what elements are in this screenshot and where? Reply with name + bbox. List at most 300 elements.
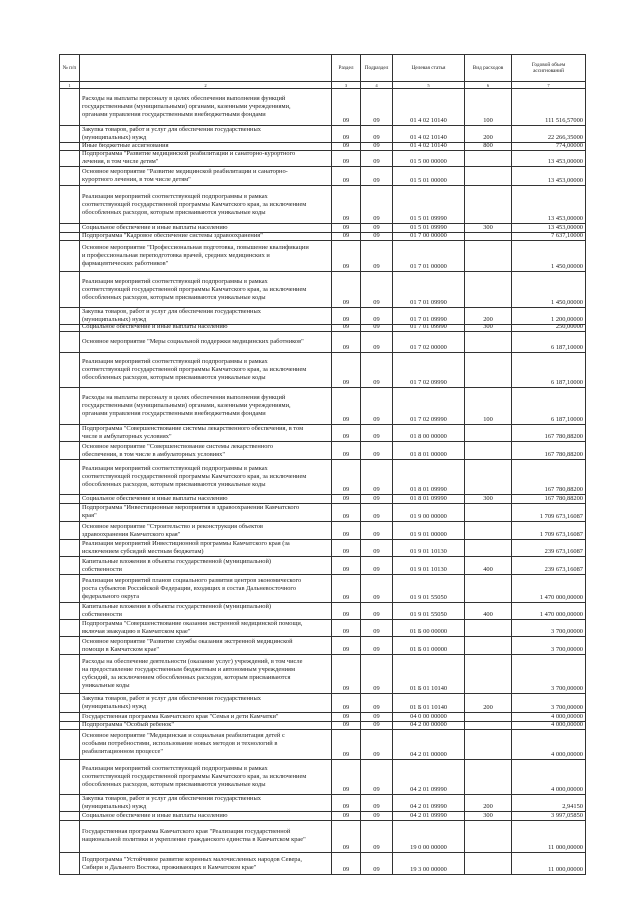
cell-subsection <box>361 240 393 272</box>
cell-subsection-text: 09 <box>373 416 380 423</box>
cell-amount <box>512 540 586 557</box>
cell-name-text: Реализация мероприятий соответствующей подпрограммы в рамках соответствующей государственной программы Камчатского края, за исключением обособленных расходов, которым присваиваются уникальные коды <box>82 465 307 488</box>
cell-section-text: 09 <box>342 299 350 306</box>
cell-section <box>332 460 361 495</box>
cell-number <box>60 820 80 853</box>
cell-number <box>60 795 80 812</box>
cell-name-text: Социальное обеспечение и иные выплаты населению <box>82 323 228 330</box>
cell-amount-text: 11 000,00000 <box>548 844 583 851</box>
cell-name <box>80 126 332 143</box>
cell-target-article-text: 01 9 01 55050 <box>410 594 447 601</box>
cell-section-text: 09 <box>342 646 350 653</box>
cell-section <box>332 820 361 853</box>
cell-name <box>80 557 332 575</box>
cell-target-article-text: 01 8 00 00000 <box>410 433 447 440</box>
cell-subsection-text: 09 <box>373 844 380 851</box>
cell-target-article-text: 01 7 01 09990 <box>410 316 447 323</box>
cell-subsection <box>361 166 393 186</box>
cell-amount-text: 13 453,00000 <box>547 224 583 231</box>
cell-name-text: Основное мероприятие "Медицинская и социальная реабилитация детей с особыми потребностями, использование новых методов и технологий в реабилитационном процессе" <box>82 732 285 755</box>
cell-name <box>80 460 332 495</box>
cell-name <box>80 388 332 425</box>
cell-expense-type <box>465 442 512 460</box>
cell-section <box>332 760 361 795</box>
cell-subsection-text: 09 <box>373 803 380 810</box>
cell-name-text: Реализация мероприятий соответствующей подпрограммы в рамках соответствующей государственной программы Камчатского края, за исключением обособленных расходов, которым присваиваются уникальные коды <box>82 277 307 301</box>
cell-number <box>60 575 80 603</box>
cell-amount-text: 6 187,10000 <box>551 344 583 351</box>
header-target-article <box>393 55 465 82</box>
cell-section <box>332 166 361 186</box>
cell-subsection <box>361 388 393 425</box>
cell-number <box>60 460 80 495</box>
cell-target-article-text: 01 8 01 00000 <box>410 451 447 458</box>
cell-name-text: Основное мероприятие "Меры социальной поддержки медицинских работников" <box>82 337 304 345</box>
header-section-label: Раздел <box>338 64 354 71</box>
header-target-article-label: Целевая статья <box>411 64 446 71</box>
cell-name-text: Закупка товаров, работ и услуг для обеспечения государственных (муниципальных) нужд <box>82 795 261 810</box>
cell-section <box>332 186 361 224</box>
cell-section <box>332 557 361 575</box>
cell-section <box>332 729 361 760</box>
table-row <box>60 713 586 721</box>
cell-expense-type <box>465 150 512 167</box>
cell-name-text: Основное мероприятие "Строительство и реконструкция объектов здравоохранения Камчатского края" <box>82 522 264 538</box>
cell-amount <box>512 820 586 853</box>
cell-amount-text: 774,00000 <box>555 142 583 149</box>
cell-target-article <box>393 575 465 603</box>
cell-expense-type <box>465 637 512 655</box>
cell-target-article-text: 01 5 00 00000 <box>410 158 447 165</box>
cell-amount <box>512 353 586 388</box>
cell-section <box>332 353 361 388</box>
cell-amount <box>512 89 586 126</box>
table-row <box>60 820 586 853</box>
cell-subsection <box>361 620 393 637</box>
cell-name-text: Подпрограмма "Совершенствование оказания экстренной медицинской помощи, включая эвакуацию в Камчатском крае" <box>82 620 303 635</box>
cell-name <box>80 795 332 812</box>
cell-subsection-text: 09 <box>373 713 380 720</box>
cell-amount-text: 167 780,88200 <box>544 433 583 440</box>
cell-expense-type <box>465 240 512 272</box>
cell-subsection <box>361 353 393 388</box>
cell-number <box>60 637 80 655</box>
cell-name-text: Подпрограмма "Кадровое обеспечение системы здравоохранения" <box>82 232 263 239</box>
cell-number <box>60 331 80 353</box>
cell-name <box>80 442 332 460</box>
cell-subsection <box>361 820 393 853</box>
cell-section <box>332 620 361 637</box>
cell-subsection-text: 09 <box>373 548 380 555</box>
header-expense-type <box>465 55 512 82</box>
cell-subsection-text: 09 <box>373 704 380 711</box>
cell-name <box>80 655 332 694</box>
cell-section-text: 09 <box>342 844 350 851</box>
table-row <box>60 240 586 272</box>
cell-subsection-text: 09 <box>373 344 380 351</box>
cell-section-text: 09 <box>342 786 350 793</box>
table-body <box>60 89 586 875</box>
cell-expense-type <box>465 126 512 143</box>
table-row <box>60 603 586 620</box>
cell-expense-type <box>465 820 512 853</box>
cell-target-article <box>393 637 465 655</box>
cell-subsection <box>361 331 393 353</box>
header-subsection-label: Подраздел <box>364 64 389 71</box>
column-number <box>60 82 80 89</box>
cell-subsection-text: 09 <box>373 866 380 873</box>
cell-amount-text: 239 673,16087 <box>544 566 583 573</box>
cell-subsection-text: 09 <box>373 611 380 618</box>
cell-section <box>332 575 361 603</box>
cell-expense-type <box>465 694 512 713</box>
cell-amount-text: 11 000,00000 <box>548 866 583 873</box>
cell-name <box>80 331 332 353</box>
cell-expense-type <box>465 603 512 620</box>
cell-name-text: Капитальные вложения в объекты государственной (муниципальной) собственности <box>82 557 272 573</box>
cell-amount <box>512 603 586 620</box>
cell-subsection-text: 09 <box>373 232 380 239</box>
cell-expense-type-text: 300 <box>483 812 493 819</box>
cell-section <box>332 503 361 522</box>
cell-subsection <box>361 603 393 620</box>
table-header-row <box>60 55 586 82</box>
cell-name-text: Расходы на выплаты персоналу в целях обеспечения выполнения функций государственными (муниципальными) органами, казенными учреждениями, органами управления государственными внебюджетными фондами <box>82 394 291 417</box>
cell-subsection-text: 09 <box>373 263 380 270</box>
cell-number <box>60 388 80 425</box>
cell-expense-type-text: 100 <box>483 416 493 423</box>
cell-name-text: Основное мероприятие "Профессиональная подготовка, повышение квалификации и профессиональная переподготовка врачей, средних медицинских и фармацевтических работников" <box>82 243 309 267</box>
cell-section-text: 09 <box>342 721 350 728</box>
column-number <box>332 82 361 89</box>
cell-name-text: Закупка товаров, работ и услуг для обеспечения государственных (муниципальных) нужд <box>82 126 261 141</box>
table-row <box>60 760 586 795</box>
cell-target-article <box>393 353 465 388</box>
cell-section-text: 09 <box>342 316 350 323</box>
cell-target-article-text: 04 2 01 09990 <box>410 803 447 810</box>
cell-target-article-text: 01 9 01 00000 <box>410 531 447 538</box>
cell-target-article <box>393 89 465 126</box>
cell-subsection <box>361 522 393 540</box>
cell-name-text: Подпрограмма "Развитие медицинской реабилитации и санаторно-курортного лечения, в том числе детям" <box>82 150 296 165</box>
cell-expense-type <box>465 186 512 224</box>
cell-target-article-text: 19 3 00 00000 <box>410 866 447 873</box>
cell-amount <box>512 166 586 186</box>
header-amount <box>512 55 586 82</box>
header-number-label: № п/п <box>62 64 77 71</box>
cell-section-text: 09 <box>342 486 350 493</box>
cell-amount <box>512 620 586 637</box>
cell-amount-text: 1 470 000,00000 <box>539 611 583 618</box>
cell-expense-type <box>465 795 512 812</box>
cell-number <box>60 620 80 637</box>
cell-amount <box>512 729 586 760</box>
cell-amount-text: 1 709 673,16087 <box>539 531 583 538</box>
table-row <box>60 89 586 126</box>
table-row <box>60 224 586 232</box>
cell-amount-text: 22 266,35000 <box>547 134 583 141</box>
cell-target-article <box>393 272 465 308</box>
cell-name-text: Социальное обеспечение и иные выплаты населению <box>82 495 228 502</box>
cell-amount <box>512 388 586 425</box>
cell-target-article-text: 04 0 00 00000 <box>410 713 447 720</box>
table-row <box>60 308 586 323</box>
cell-section <box>332 540 361 557</box>
column-number <box>361 82 393 89</box>
cell-target-article <box>393 150 465 167</box>
cell-expense-type <box>465 853 512 875</box>
cell-subsection <box>361 442 393 460</box>
table-row <box>60 142 586 150</box>
cell-amount-text: 111 516,57000 <box>545 117 583 124</box>
cell-amount <box>512 331 586 353</box>
cell-section-text: 09 <box>342 177 350 184</box>
cell-amount <box>512 240 586 272</box>
cell-target-article-text: 01 7 00 00000 <box>410 232 447 239</box>
table-row <box>60 540 586 557</box>
cell-section-text: 09 <box>342 142 350 149</box>
cell-target-article-text: 01 9 00 00000 <box>410 513 447 520</box>
table-row <box>60 442 586 460</box>
table-row <box>60 166 586 186</box>
cell-section-text: 09 <box>342 566 350 573</box>
cell-number <box>60 694 80 713</box>
cell-amount <box>512 442 586 460</box>
cell-subsection <box>361 575 393 603</box>
cell-amount-text: 3 700,00000 <box>551 704 583 711</box>
cell-section-text: 09 <box>342 713 350 720</box>
cell-name <box>80 637 332 655</box>
column-number-label: 5 <box>427 82 430 88</box>
cell-subsection <box>361 186 393 224</box>
cell-number <box>60 603 80 620</box>
cell-expense-type <box>465 557 512 575</box>
cell-section <box>332 126 361 143</box>
cell-target-article <box>393 460 465 495</box>
cell-amount <box>512 694 586 713</box>
cell-number <box>60 150 80 167</box>
cell-target-article <box>393 503 465 522</box>
column-number-label: 6 <box>486 82 490 88</box>
header-amount-label: Годовой объем ассигнований <box>531 61 566 74</box>
cell-target-article <box>393 694 465 713</box>
cell-name <box>80 575 332 603</box>
cell-target-article <box>393 853 465 875</box>
cell-subsection <box>361 425 393 442</box>
cell-expense-type-text: 200 <box>483 134 493 141</box>
cell-number <box>60 760 80 795</box>
cell-amount <box>512 853 586 875</box>
cell-amount <box>512 150 586 167</box>
table-row <box>60 323 586 331</box>
cell-target-article-text: 01 9 01 10130 <box>410 548 447 555</box>
column-number <box>512 82 586 89</box>
cell-target-article <box>393 820 465 853</box>
cell-target-article <box>393 557 465 575</box>
cell-target-article <box>393 126 465 143</box>
cell-expense-type-text: 300 <box>483 495 493 502</box>
table-row <box>60 637 586 655</box>
column-number <box>80 82 332 89</box>
cell-target-article-text: 01 8 01 09990 <box>410 486 447 493</box>
cell-target-article-text: 01 7 01 00000 <box>410 263 447 270</box>
cell-section <box>332 853 361 875</box>
cell-subsection <box>361 126 393 143</box>
cell-expense-type <box>465 620 512 637</box>
cell-expense-type <box>465 575 512 603</box>
cell-target-article <box>393 540 465 557</box>
cell-section <box>332 694 361 713</box>
cell-expense-type <box>465 760 512 795</box>
cell-amount-text: 167 780,88200 <box>544 495 583 502</box>
cell-amount <box>512 557 586 575</box>
cell-amount-text: 3 700,00000 <box>551 646 583 653</box>
cell-subsection <box>361 694 393 713</box>
cell-section-text: 09 <box>342 531 350 538</box>
cell-name <box>80 603 332 620</box>
table-row <box>60 331 586 353</box>
cell-name <box>80 425 332 442</box>
cell-amount <box>512 503 586 522</box>
cell-section-text: 09 <box>342 451 350 458</box>
cell-section-text: 09 <box>342 158 350 165</box>
table-row <box>60 126 586 142</box>
cell-name-text: Реализация мероприятий соответствующей подпрограммы в рамках соответствующей государственной программы Камчатского края, за исключением обособленных расходов, которым присваиваются уникальные коды <box>82 765 307 788</box>
cell-subsection-text: 09 <box>373 628 380 635</box>
table-row <box>60 425 586 442</box>
cell-expense-type <box>465 353 512 388</box>
cell-amount-text: 13 453,00000 <box>547 215 583 222</box>
cell-subsection <box>361 637 393 655</box>
cell-section <box>332 89 361 126</box>
cell-amount-text: 3 700,00000 <box>551 628 583 635</box>
cell-amount-text: 6 187,10000 <box>551 416 583 423</box>
cell-subsection-text: 09 <box>373 433 380 440</box>
column-number-label: 2 <box>204 82 207 88</box>
cell-section <box>332 150 361 167</box>
cell-section-text: 09 <box>342 134 350 141</box>
cell-target-article-text: 01 7 02 09990 <box>410 416 447 423</box>
cell-expense-type <box>465 503 512 522</box>
table-row <box>60 353 586 388</box>
cell-section-text: 09 <box>342 379 350 386</box>
cell-number <box>60 540 80 557</box>
cell-subsection-text: 09 <box>373 646 380 653</box>
cell-section <box>332 655 361 694</box>
cell-expense-type <box>465 425 512 442</box>
table-row <box>60 853 586 875</box>
cell-expense-type <box>465 460 512 495</box>
cell-subsection <box>361 150 393 167</box>
column-number-label: 4 <box>375 82 378 88</box>
cell-section <box>332 425 361 442</box>
cell-target-article <box>393 331 465 353</box>
cell-amount-text: 13 453,00000 <box>547 158 583 165</box>
cell-amount-text: 167 780,88200 <box>544 486 583 493</box>
cell-subsection-text: 09 <box>373 299 380 306</box>
cell-target-article-text: 01 Б 01 10140 <box>409 685 448 692</box>
cell-amount <box>512 186 586 224</box>
cell-subsection-text: 09 <box>373 495 380 502</box>
cell-expense-type-text: 100 <box>483 117 493 124</box>
cell-name-text: Реализация мероприятий соответствующей подпрограммы в рамках соответствующей государственной программы Камчатского края, за исключением обособленных расходов, которым присваиваются уникальные коды <box>82 358 307 381</box>
cell-target-article <box>393 388 465 425</box>
table-row <box>60 186 586 224</box>
cell-section <box>332 240 361 272</box>
cell-expense-type-text: 200 <box>483 803 493 810</box>
cell-amount <box>512 126 586 143</box>
cell-subsection-text: 09 <box>373 451 380 458</box>
cell-name-text: Закупка товаров, работ и услуг для обеспечения государственных (муниципальных) нужд <box>82 695 261 710</box>
cell-section-text: 09 <box>342 628 350 635</box>
table-row <box>60 557 586 575</box>
cell-subsection-text: 09 <box>373 177 380 184</box>
cell-expense-type-text: 300 <box>483 224 493 231</box>
cell-amount-text: 1 450,00000 <box>551 263 583 270</box>
cell-target-article <box>393 166 465 186</box>
cell-section-text: 09 <box>342 704 350 711</box>
table-row <box>60 150 586 166</box>
cell-subsection-text: 09 <box>373 158 380 165</box>
cell-name <box>80 166 332 186</box>
cell-name-text: Подпрограмма "Устойчивое развитие коренных малочисленных народов Севера, Сибири и Дальнего Востока, проживающих в Камчатском крае" <box>82 855 302 871</box>
cell-name-text: Государственная программа Камчатского края "Реализация государственной национальной политики и укрепление гражданского единства в Камчатском крае" <box>82 828 306 843</box>
cell-subsection-text: 09 <box>373 323 380 330</box>
cell-amount-text: 4 000,00000 <box>551 786 583 793</box>
cell-target-article <box>393 655 465 694</box>
cell-number <box>60 729 80 760</box>
cell-number <box>60 186 80 224</box>
cell-name-text: Подпрограмма "Совершенствование системы лекарственного обеспечения, в том числе в амбулаторных условиях" <box>82 425 304 440</box>
header-section <box>332 55 361 82</box>
cell-subsection <box>361 655 393 694</box>
cell-expense-type <box>465 729 512 760</box>
table-row <box>60 620 586 637</box>
cell-name <box>80 820 332 853</box>
cell-target-article <box>393 760 465 795</box>
cell-section-text: 09 <box>342 323 350 330</box>
table-row <box>60 655 586 694</box>
cell-expense-type <box>465 166 512 186</box>
cell-target-article <box>393 729 465 760</box>
column-number-label: 3 <box>344 82 348 88</box>
cell-section <box>332 272 361 308</box>
cell-amount <box>512 795 586 812</box>
cell-expense-type-text: 300 <box>483 323 493 330</box>
cell-subsection-text: 09 <box>373 751 380 758</box>
cell-amount-text: 250,00000 <box>555 323 583 330</box>
cell-target-article-text: 01 5 01 00000 <box>410 177 447 184</box>
cell-section-text: 09 <box>342 495 350 502</box>
cell-amount-text: 239 673,16087 <box>544 548 583 555</box>
cell-section-text: 09 <box>342 594 350 601</box>
cell-subsection-text: 09 <box>373 134 380 141</box>
table-row <box>60 575 586 603</box>
cell-section <box>332 637 361 655</box>
cell-subsection-text: 09 <box>373 685 380 692</box>
cell-expense-type <box>465 540 512 557</box>
cell-target-article-text: 01 Б 01 10140 <box>409 704 448 711</box>
cell-expense-type-text: 800 <box>483 142 493 149</box>
column-number-label: 1 <box>68 82 71 88</box>
cell-amount-text: 167 780,88200 <box>544 451 583 458</box>
cell-name-text: Реализация мероприятий Инвестиционной программы Камчатского края (за исключением субсидий местным бюджетам) <box>82 540 290 555</box>
cell-target-article-text: 01 7 02 09990 <box>410 379 447 386</box>
cell-expense-type-text: 200 <box>483 704 493 711</box>
cell-section-text: 09 <box>342 685 350 692</box>
cell-number <box>60 272 80 308</box>
cell-section-text: 09 <box>342 751 350 758</box>
